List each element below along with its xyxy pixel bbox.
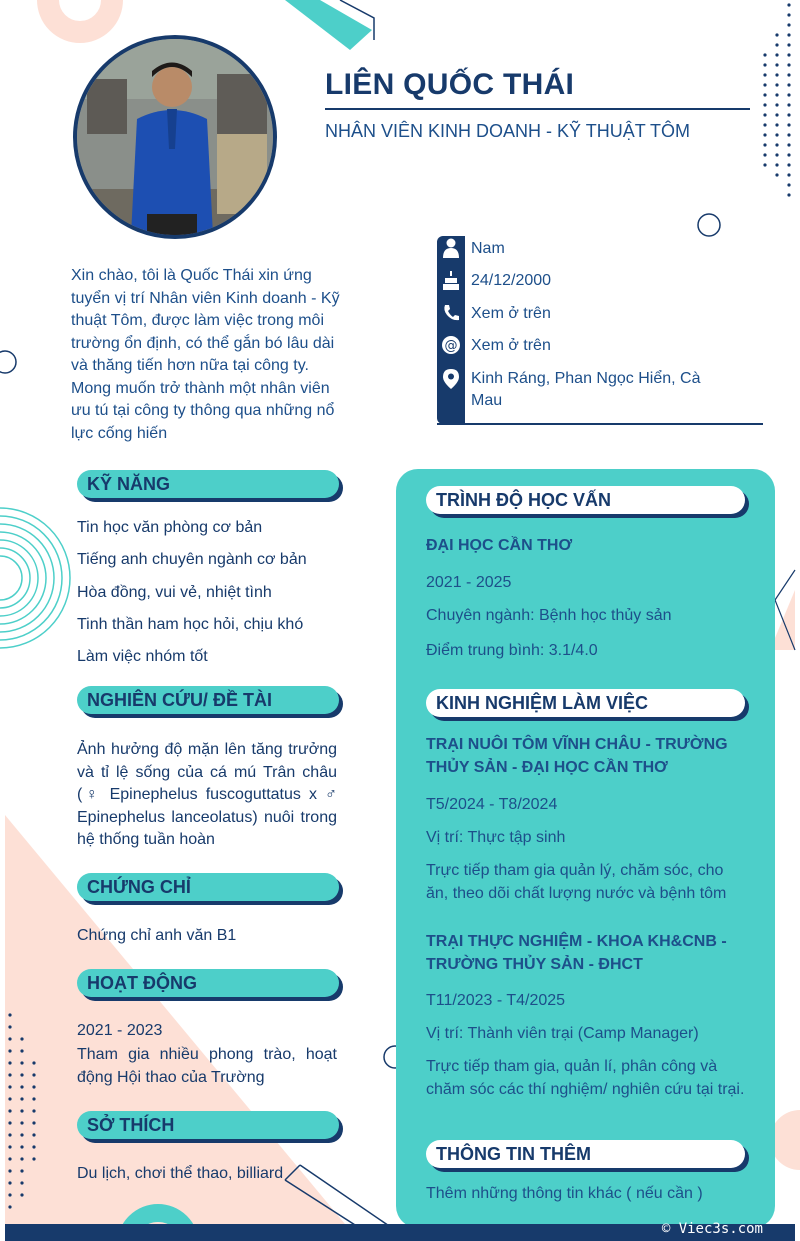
skills-header: KỸ NĂNG	[77, 470, 339, 498]
profile-photo	[73, 35, 277, 239]
email-at-icon	[437, 335, 465, 355]
skill-item: Tinh thần ham học hỏi, chịu khó	[77, 616, 304, 633]
job-period: T11/2023 - T4/2025	[426, 992, 566, 1009]
job-org: TRẠI NUÔI TÔM VĨNH CHÂU - TRƯỜNG THỦY SẢN - ĐẠI HỌC CẦN THƠ	[426, 736, 728, 776]
address-value: Kinh Ráng, Phan Ngọc Hiển, Cà Mau	[471, 370, 701, 409]
job-description: Trực tiếp tham gia, quản lí, phân công và chăm sóc các thí nghiệm/ nghiên cứu tại trại.	[426, 1058, 745, 1098]
research-header: NGHIÊN CỨU/ ĐỀ TÀI	[77, 686, 339, 714]
skill-item: Hòa đồng, vui vẻ, nhiệt tình	[77, 584, 272, 601]
job-description: Trực tiếp tham gia quản lý, chăm sóc, cho ăn, theo dõi chất lượng nước và bệnh tôm	[426, 862, 727, 902]
phone-icon	[437, 303, 465, 323]
skill-item: Tiếng anh chuyên ngành cơ bản	[77, 551, 307, 568]
svg-text:@: @	[444, 338, 458, 354]
education-header: TRÌNH ĐỘ HỌC VẤN	[426, 486, 745, 514]
experience-header: KINH NGHIỆM LÀM VIỆC	[426, 689, 745, 717]
candidate-name: LIÊN QUỐC THÁI	[325, 68, 575, 101]
education-gpa: Điểm trung bình: 3.1/4.0	[426, 642, 598, 659]
contact-birthday	[437, 270, 721, 292]
job-position: Vị trí: Thành viên trại (Camp Manager)	[426, 1025, 699, 1042]
contact-gender	[437, 238, 721, 260]
contact-phone	[437, 303, 721, 325]
certificates-header: CHỨNG CHỈ	[77, 873, 339, 901]
job-position: Vị trí: Thực tập sinh	[426, 829, 566, 846]
email-value[interactable]: Xem ở trên	[471, 337, 551, 354]
extra-info-header: THÔNG TIN THÊM	[426, 1140, 745, 1168]
activities-header: HOẠT ĐỘNG	[77, 969, 339, 997]
extra-info-text: Thêm những thông tin khác ( nếu cần )	[426, 1185, 703, 1202]
education-major: Chuyên ngành: Bệnh học thủy sản	[426, 607, 672, 624]
intro-paragraph: Xin chào, tôi là Quốc Thái xin ứng tuyển vị trí Nhân viên Kinh doanh - Kỹ thuật Tôm, được làm việc trong môi trường ổn định, có thể gắn bó lâu dài và thăng tiến hơn nữa tại công ty. Mong muốn trở thành một nhân viên ưu tú tại công ty thông qua những nổ lực cống hiến	[71, 267, 340, 442]
contact-divider	[437, 423, 763, 425]
skill-item: Tin học văn phòng cơ bản	[77, 519, 263, 536]
education-school: ĐẠI HỌC CẦN THƠ	[426, 537, 573, 554]
phone-value[interactable]: Xem ở trên	[471, 305, 551, 322]
job-org: TRẠI THỰC NGHIỆM - KHOA KH&CNB - TRƯỜNG THỦY SẢN - ĐHCT	[426, 933, 727, 973]
contact-address	[437, 368, 721, 412]
name-divider	[325, 108, 750, 110]
contact-email	[437, 335, 721, 357]
watermark: © Viec3s.com	[661, 1221, 763, 1237]
certificate-item: Chứng chỉ anh văn B1	[77, 927, 237, 944]
birthday-value: 24/12/2000	[471, 272, 552, 289]
research-text: Ảnh hưởng độ mặn lên tăng trưởng và tỉ lệ sống của cá mú Trân châu (♀ Epinephelus fuscoguttatus x ♂ Epinephelus lanceolatus) nuôi trong hệ thống tuần hoàn	[77, 741, 337, 848]
hobby-item: Du lịch, chơi thể thao, billiard	[77, 1165, 284, 1182]
location-pin-icon	[437, 368, 465, 390]
skill-item: Làm việc nhóm tốt	[77, 648, 208, 665]
gender-value: Nam	[471, 240, 505, 257]
person-icon	[437, 238, 465, 258]
job-period: T5/2024 - T8/2024	[426, 796, 558, 813]
cake-icon	[437, 270, 465, 290]
hobbies-header: SỞ THÍCH	[77, 1111, 339, 1139]
activity-text: Tham gia nhiều phong trào, hoạt động Hội thao của Trường	[77, 1046, 337, 1086]
activity-period: 2021 - 2023	[77, 1022, 163, 1039]
job-title: NHÂN VIÊN KINH DOANH - KỸ THUẬT TÔM	[325, 121, 691, 141]
education-period: 2021 - 2025	[426, 574, 512, 591]
